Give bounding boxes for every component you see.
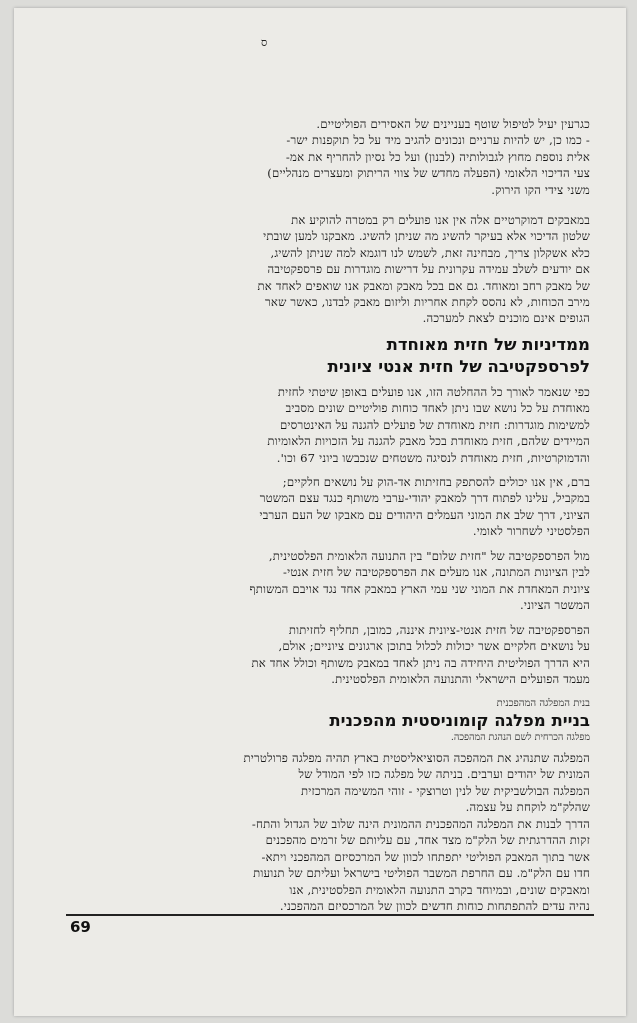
paragraph-text (70, 212, 590, 327)
section1-paragraph-2 (70, 474, 590, 540)
text-line: הציוני, דרך שלב את המוני העמלים היהודים עם מאבקו של העם הערבי (259, 507, 590, 522)
text-line: למשימות מוגדרות: חזית מאוחדת של פועלים להגנה על האינטרסים (279, 417, 590, 432)
text-line: כפי שנאמר לאורך כל ההחלטה הזו, אנו פועלים באופן שיטתי לחזית (277, 385, 590, 399)
text-line: אלית נוספת מחוץ לגבולותיה (לבנון) ועל כל נסיון להחריף את אמ- (285, 149, 590, 164)
intro-paragraph (70, 116, 590, 198)
text-line: המפלגה שתנהיג את המהפכה הסוציאליסטית בארץ תהיה מפלגה פרולטרית (243, 751, 590, 765)
text-line: מאוחדת על כל נושא שבו ניתן לאחד כוחות פוליטיים שונים מסביב (285, 401, 590, 416)
text-line: והדמוקרטיות, חזית מאוחדת לנסיגה משטחים שנכבשו ביוני 67 וכו'. (276, 450, 590, 465)
section2-heading (70, 698, 590, 744)
paragraph-text (70, 622, 590, 688)
section1-paragraph-4 (70, 622, 590, 688)
text-line: צעי הדיכוי הלאומי (הפעלה מחדש של צווי הריתוק ומעצרים מנהליים) (267, 166, 590, 181)
section2-paragraph-2 (70, 816, 590, 914)
text-line: על נושאים חלקיים אשר יכולות לכלול בתוכן ארגונים ציוניים; אולם, (278, 639, 590, 654)
section2-paragraph-1 (70, 750, 590, 816)
page-number: 69 (70, 918, 91, 936)
text-line: כלא אשקלון צריך, מבחינה זאת, לשמש לנו דוגמא למה שניתן להשיג, (270, 245, 590, 260)
text-line: מול הפרספקטיבה של "חזית שלום" בין התנועה הלאומית הפלסטינית, (268, 549, 590, 563)
text-line: נהיה עדים להתפתחות כוחות חדשים לכוון של המרכסיזם המהפכני. (279, 899, 590, 914)
text-line: הפלסטיני לשחרור לאומי. (472, 524, 590, 539)
text-line: שהלק"מ לוקחת על עצמה. (465, 800, 590, 815)
text-line: של מאבק רחב ומאוחד. גם אם בכל מאבק ומאבק אנו שואפים לאחד את (257, 278, 590, 293)
text-line: המשטר הציוני. (520, 598, 590, 613)
text-line: היא הדרך הפוליטית היחידה בה ניתן לאחד במאבק משותף וכולל אחד את (251, 655, 590, 670)
text-line: משני צידי הקו הירוק. (491, 182, 590, 197)
text-line: מעמד הפועלים הישראלי והתנועה הלאומית הפלסטינית. (331, 672, 590, 687)
text-line: ומאבקים שונים, ובמיוחד בקרב התנועה הלאומית הפלסטינית, אנו (289, 882, 590, 897)
top-mark: ס (261, 36, 268, 49)
text-line: - כמו כן, יש להיות ערניים ונכונים להגיב מיד על כל תוקפנות ישר- (286, 133, 590, 148)
text-line: המיידים שלהם, חזית מאוחדת בכל מאבק להגנה על הזכויות הלאומיות (267, 434, 590, 449)
text-line: הפרספקטיבה של חזית אנטי-ציונית איננה, כמובן, תחליף לחזיתות (288, 623, 590, 637)
paragraph-text (70, 750, 590, 816)
text-line: במקביל, עלינו לפתוח דרך למאבק יהודי-ערבי משותף כנגד עצם המשטר (259, 491, 590, 506)
text-line: המפלגה הבולשביקית של לנין וטרוצקי - זוהי המשימה המרכזית (301, 783, 590, 798)
footer-rule (66, 914, 594, 916)
paragraph-text (70, 474, 590, 540)
section1-paragraph-3 (70, 548, 590, 614)
text-line: כגרעין יעיל לטיפול שוטף בעניינים של האסירים הפוליטיים. (316, 117, 590, 131)
text-line: אם יודעים לשלב עמידה עקרונית על דרישות מוגדרות עם פרספקטיבה (267, 262, 590, 277)
section1-paragraph-1 (70, 384, 590, 466)
text-line: זקות ההדרגתית של הלק"מ מצד אחד, עם עליותם של זרמים מהפכנים (265, 833, 590, 848)
section-small-line: בנית המפלגה המהפכנית (496, 698, 590, 709)
paragraph-text (70, 384, 590, 466)
book-page (14, 8, 626, 1016)
text-line: הגופים אינם מוכנים לצאת למערכה. (422, 311, 590, 326)
section-heading: בניית מפלגה קומוניסטית מהפכנית (329, 711, 590, 730)
text-line: הדרך לבנות את המפלגה המהפכנית ההמונית הינה שלוב של הגדול והתח- (251, 817, 590, 831)
text-line: במאבקים דמוקרטיים אלה אין אנו פועלים רק במטרה להוקיע את (291, 213, 590, 227)
democratic-struggles-paragraph (70, 212, 590, 327)
text-line: אשר בתוך המאבק הפוליטי יתפתחו לכוון של המרכסיזם המהפכני ויתא- (261, 849, 590, 864)
text-line: ציונית המאחדת את המוני שני עמי הארץ במאבק אחד נגד אויבם המשותף (249, 581, 590, 596)
text-line: לבין הציונות המתונה, אנו מעלים את הפרספקטיבה של חזית אנטי- (282, 565, 590, 580)
text-line: חדו עם הלק"מ. עם החרפת המשבר הפוליטי בישראל ועליתם של תנועות (253, 866, 590, 881)
text-line: המונית של יהודים וערבים. בניתה של מפלגה כזו לפי המודל של (298, 767, 590, 782)
paragraph-text (70, 548, 590, 614)
text-line: שלטון הדיכוי אלא בעיקר להשיג מה שניתן להשיג. מאבקנו למען שובתי (263, 229, 590, 244)
section-heading-line1: ממדיניות של חזית מאוחדת (386, 335, 590, 354)
section-heading-line2: לפרספקטיבה של חזית אנטי ציונית (327, 357, 590, 376)
intro-text (70, 116, 590, 198)
section1-heading (70, 334, 590, 378)
text-line: ברם, אין אנו יכולים להסתפק בחזיתות אד-הוק על נושאים חלקיים; (282, 475, 590, 489)
section-sub-line: מפלגה הכרחית לשם הנהגת המהפכה. (450, 732, 590, 743)
paragraph-text (70, 816, 590, 914)
text-line: מירב הכוחות, לא נהסס לקחת אחריות וליזום מאבק לבדנו, כאשר שאר (265, 295, 590, 310)
